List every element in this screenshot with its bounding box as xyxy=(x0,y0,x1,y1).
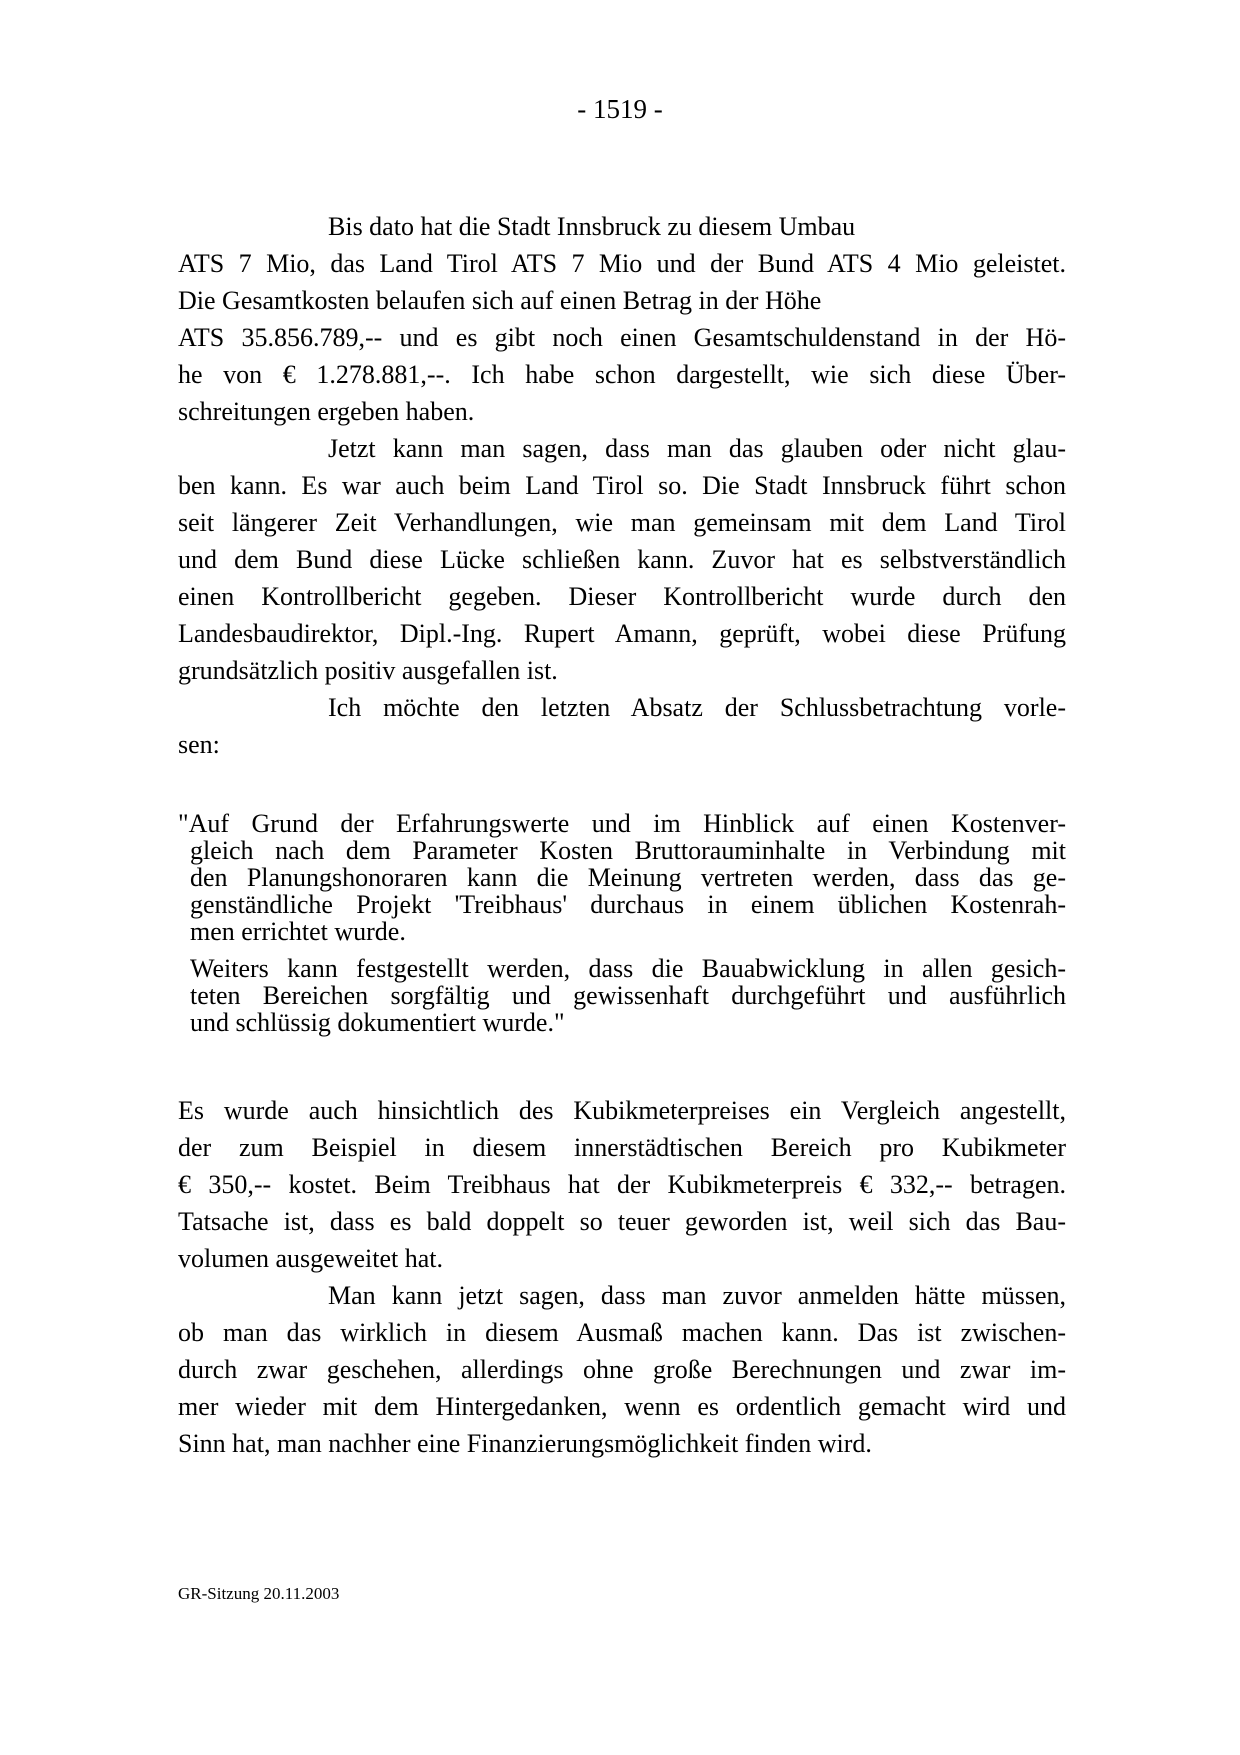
paragraph-line: Jetzt kann man sagen, dass man das glauben oder nicht glau- xyxy=(328,434,1066,463)
body-bottom xyxy=(178,1092,1066,1462)
quote-line: teten Bereichen sorgfältig und gewissenhaft durchgeführt und ausführlich xyxy=(190,981,1066,1010)
paragraph-line: seit längerer Zeit Verhandlungen, wie man gemeinsam mit dem Land Tirol xyxy=(178,508,1066,537)
paragraph-line: ob man das wirklich in diesem Ausmaß machen kann. Das ist zwischen- xyxy=(178,1318,1066,1347)
paragraph-5 xyxy=(178,1277,1066,1462)
paragraph-line: sen: xyxy=(178,730,220,759)
paragraph-line: ben kann. Es war auch beim Land Tirol so. Die Stadt Innsbruck führt schon xyxy=(178,471,1066,500)
paragraph-line: schreitungen ergeben haben. xyxy=(178,397,475,426)
quote-line: Weiters kann festgestellt werden, dass die Bauabwicklung in allen gesich- xyxy=(190,954,1066,983)
quote-line: gleich nach dem Parameter Kosten Bruttorauminhalte in Verbindung mit xyxy=(190,836,1066,865)
paragraph-line: Ich möchte den letzten Absatz der Schlussbetrachtung vorle- xyxy=(328,693,1066,722)
quote-line: "Auf Grund der Erfahrungswerte und im Hinblick auf einen Kostenver- xyxy=(178,809,1066,838)
paragraph-line: und dem Bund diese Lücke schließen kann. Zuvor hat es selbstverständlich xyxy=(178,545,1066,574)
paragraph-4 xyxy=(178,1092,1066,1277)
paragraph-3 xyxy=(178,689,1066,763)
paragraph-line: grundsätzlich positiv ausgefallen ist. xyxy=(178,656,558,685)
paragraph-line: ATS 35.856.789,-- und es gibt noch einen Gesamtschuldenstand in der Hö- xyxy=(178,323,1066,352)
paragraph-line: Die Gesamtkosten belaufen sich auf einen Betrag in der Höhe xyxy=(178,286,822,315)
quote-line: den Planungshonoraren kann die Meinung vertreten werden, dass das ge- xyxy=(190,863,1066,892)
block-quote-paragraph-2 xyxy=(178,955,1066,1036)
paragraph-line: Es wurde auch hinsichtlich des Kubikmeterpreises ein Vergleich angestellt, xyxy=(178,1096,1066,1125)
footer-session-date: GR-Sitzung 20.11.2003 xyxy=(178,1584,340,1603)
paragraph-line: Bis dato hat die Stadt Innsbruck zu diesem Umbau xyxy=(328,212,856,241)
paragraph-line: he von € 1.278.881,--. Ich habe schon dargestellt, wie sich diese Über- xyxy=(178,360,1066,389)
paragraph-line: durch zwar geschehen, allerdings ohne große Berechnungen und zwar im- xyxy=(178,1355,1066,1384)
paragraph-line: ATS 7 Mio, das Land Tirol ATS 7 Mio und der Bund ATS 4 Mio geleistet. xyxy=(178,249,1066,278)
paragraph-line: der zum Beispiel in diesem innerstädtischen Bereich pro Kubikmeter xyxy=(178,1133,1066,1162)
quote-line: men errichtet wurde. xyxy=(190,917,406,946)
paragraph-line: Sinn hat, man nachher eine Finanzierungsmöglichkeit finden wird. xyxy=(178,1429,872,1458)
paragraph-line: € 350,-- kostet. Beim Treibhaus hat der Kubikmeterpreis € 332,-- betragen. xyxy=(178,1170,1066,1199)
paragraph-line: Tatsache ist, dass es bald doppelt so teuer geworden ist, weil sich das Bau- xyxy=(178,1207,1066,1236)
quote-line: genständliche Projekt 'Treibhaus' durchaus in einem üblichen Kostenrah- xyxy=(190,890,1066,919)
paragraph-line: einen Kontrollbericht gegeben. Dieser Kontrollbericht wurde durch den xyxy=(178,582,1066,611)
paragraph-line: volumen ausgeweitet hat. xyxy=(178,1244,443,1273)
quote-line: und schlüssig dokumentiert wurde." xyxy=(190,1008,565,1037)
body-top xyxy=(178,208,1066,763)
paragraph-line: Man kann jetzt sagen, dass man zuvor anmelden hätte müssen, xyxy=(328,1281,1066,1310)
page-number: - 1519 - xyxy=(577,94,663,124)
block-quote-paragraph-1 xyxy=(178,810,1066,945)
paragraph-line: Landesbaudirektor, Dipl.-Ing. Rupert Amann, geprüft, wobei diese Prüfung xyxy=(178,619,1066,648)
paragraph-1 xyxy=(178,208,1066,430)
paragraph-line: mer wieder mit dem Hintergedanken, wenn es ordentlich gemacht wird und xyxy=(178,1392,1066,1421)
paragraph-2 xyxy=(178,430,1066,689)
